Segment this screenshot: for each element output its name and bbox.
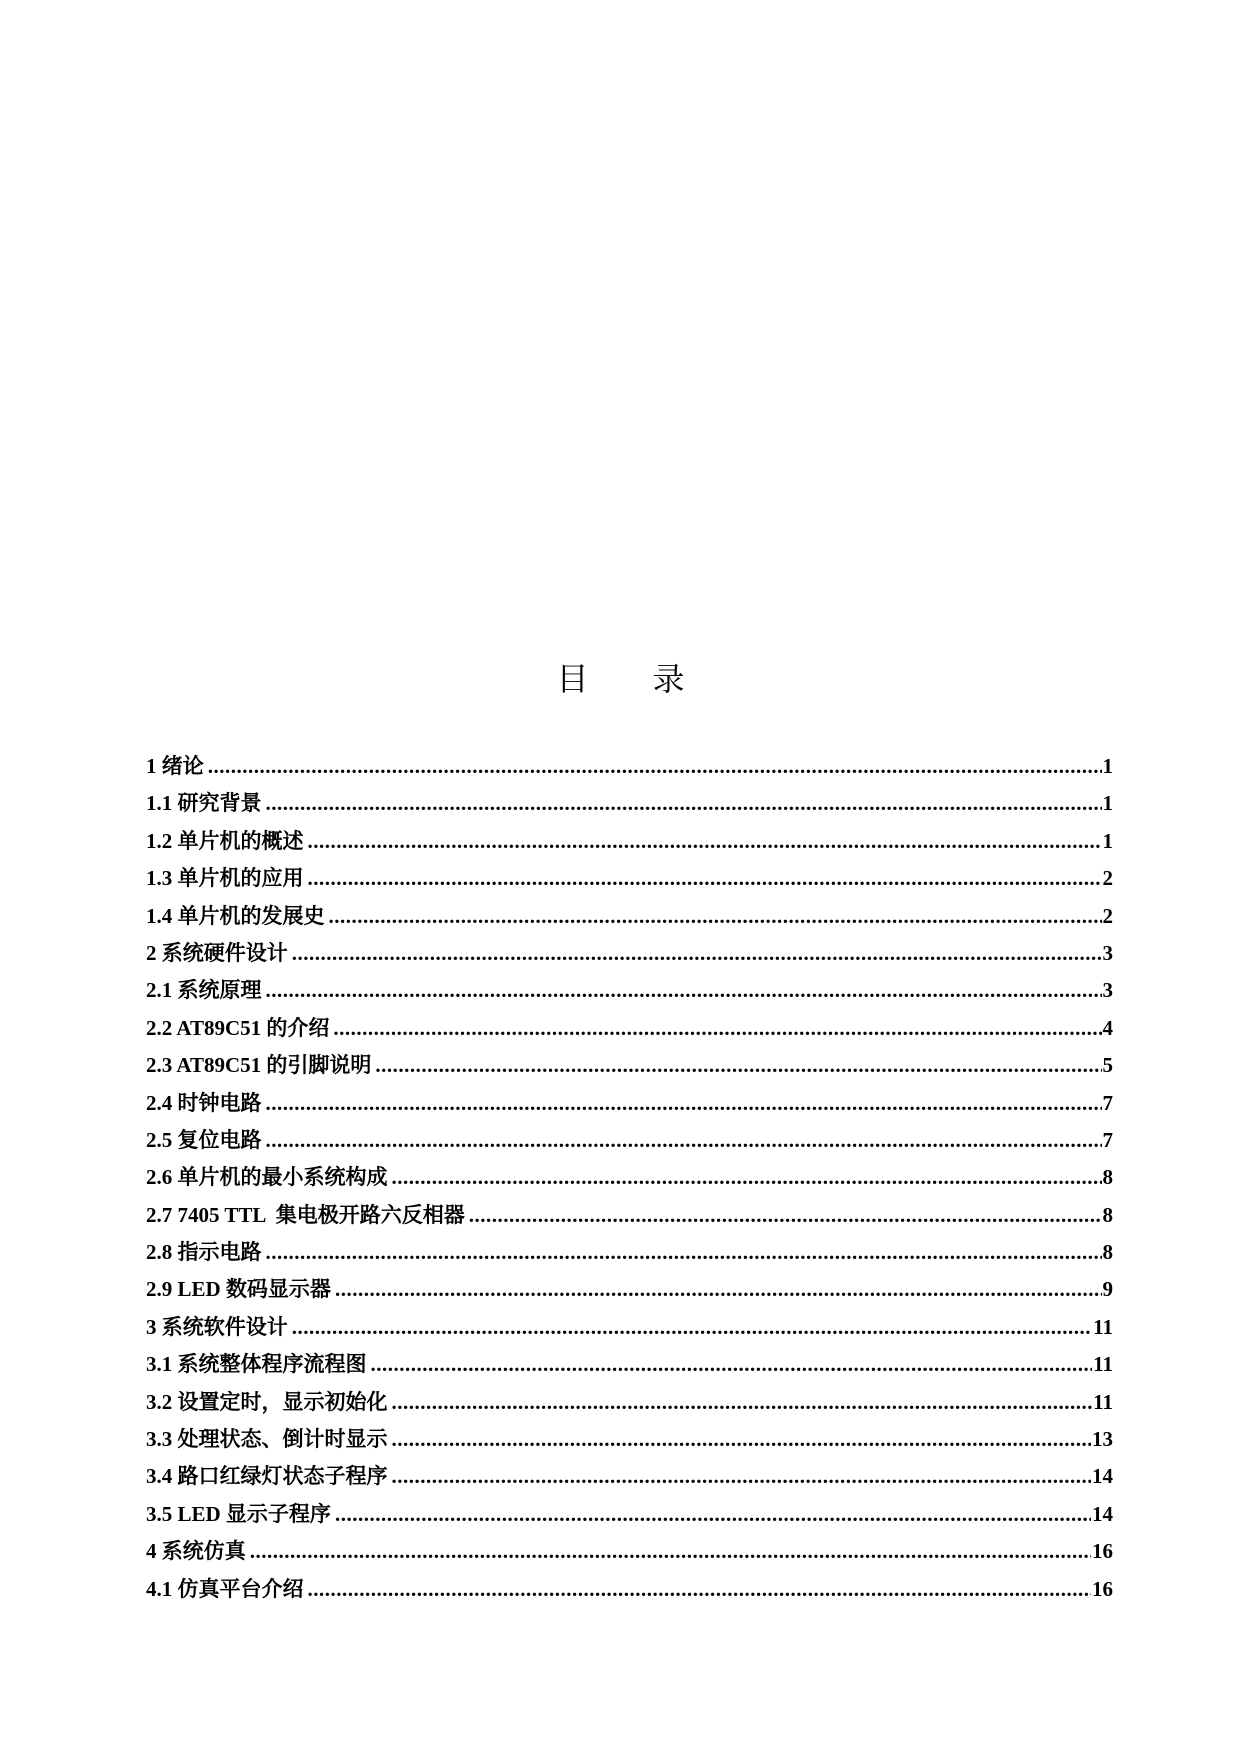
toc-title-char-2: 录: [652, 660, 685, 698]
toc-entry-label: 2 系统硬件设计: [146, 940, 288, 965]
toc-leader-dots: [266, 785, 1102, 822]
toc-entry[interactable]: [146, 1309, 1113, 1346]
toc-entry-label: 3 系统软件设计: [146, 1314, 288, 1339]
toc-leader-dots: [292, 1309, 1092, 1346]
toc-entry-label: 4.1 仿真平台介绍: [146, 1576, 304, 1601]
toc-entry-page: 3: [1102, 978, 1113, 1003]
toc-entry-label: 4 系统仿真: [146, 1539, 246, 1564]
toc-entry[interactable]: [146, 898, 1113, 935]
toc-leader-dots: [375, 1047, 1101, 1084]
toc-leader-dots: [392, 1384, 1093, 1421]
toc-entry[interactable]: [146, 1458, 1113, 1495]
toc-entry-label: 2.9 LED 数码显示器: [146, 1277, 331, 1302]
toc-entry[interactable]: [146, 1234, 1113, 1271]
toc-entry-page: 1: [1102, 754, 1113, 778]
toc-entry-page: 1: [1102, 791, 1113, 816]
toc-entry-label: 1.3 单片机的应用: [146, 866, 304, 891]
toc-entry[interactable]: [146, 1085, 1113, 1122]
toc-entry[interactable]: [146, 1047, 1113, 1084]
toc-entry-page: 2: [1102, 866, 1113, 891]
toc-leader-dots: [266, 1085, 1102, 1122]
toc-entry-page: 1: [1102, 828, 1113, 853]
toc-entry-page: 7: [1102, 1127, 1113, 1152]
toc-title: [0, 655, 1241, 703]
toc-entry-page: 14: [1092, 1464, 1113, 1489]
toc-entry[interactable]: [146, 823, 1113, 860]
toc-entry-page: 3: [1102, 940, 1113, 965]
toc-entry-page: 5: [1102, 1053, 1113, 1078]
toc-leader-dots: [392, 1458, 1092, 1495]
toc-entry-label: 2.6 单片机的最小系统构成: [146, 1165, 388, 1190]
toc-entry-label: 3.3 处理状态、倒计时显示: [146, 1427, 388, 1452]
toc-leader-dots: [308, 1571, 1092, 1608]
toc-entry-page: 8: [1102, 1202, 1113, 1227]
toc-entry-label: 2.3 AT89C51 的引脚说明: [146, 1053, 372, 1078]
toc-entry[interactable]: [146, 860, 1113, 897]
toc-entry-label: 1.1 研究背景: [146, 791, 262, 816]
toc-entry-label: 2.4 时钟电路: [146, 1090, 262, 1115]
toc-leader-dots: [308, 823, 1102, 860]
toc-entry-label: 2.7 7405 TTL 集电极开路六反相器: [146, 1202, 465, 1227]
toc-entry-page: 11: [1093, 1389, 1113, 1414]
toc-entry[interactable]: [146, 785, 1113, 822]
toc-entry[interactable]: [146, 1346, 1113, 1383]
toc-entry-page: 2: [1102, 903, 1113, 928]
toc-leader-dots: [292, 935, 1102, 972]
toc-leader-dots: [469, 1197, 1102, 1234]
toc-leader-dots: [333, 1010, 1101, 1047]
toc-entry-page: 7: [1102, 1090, 1113, 1115]
toc-entry[interactable]: [146, 1010, 1113, 1047]
toc-entry-page: 11: [1093, 1314, 1113, 1339]
toc-entry-label: 2.1 系统原理: [146, 978, 262, 1003]
toc-entry-page: 14: [1092, 1501, 1113, 1526]
toc-entry[interactable]: [146, 1384, 1113, 1421]
toc-leader-dots: [266, 1234, 1102, 1271]
toc-entry-page: 11: [1093, 1352, 1113, 1377]
toc-entry-label: 1.2 单片机的概述: [146, 828, 304, 853]
toc-title-char-1: 目: [556, 660, 589, 698]
toc-entry[interactable]: [146, 1496, 1113, 1533]
toc-entry[interactable]: [146, 935, 1113, 972]
toc-leader-dots: [250, 1533, 1091, 1570]
toc-leader-dots: [329, 898, 1102, 935]
toc-entry-label: 1.4 单片机的发展史: [146, 903, 325, 928]
toc-entry-page: 4: [1102, 1015, 1113, 1040]
toc-entry-page: 16: [1092, 1539, 1113, 1564]
toc-leader-dots: [208, 748, 1102, 785]
toc-leader-dots: [335, 1271, 1102, 1308]
toc-leader-dots: [392, 1159, 1102, 1196]
toc-entry-page: 9: [1102, 1277, 1113, 1302]
toc-leader-dots: [392, 1421, 1092, 1458]
toc-leader-dots: [308, 860, 1102, 897]
toc-entry-label: 3.1 系统整体程序流程图: [146, 1352, 367, 1377]
toc-entry-label: 2.2 AT89C51 的介绍: [146, 1015, 330, 1040]
toc-entry-label: 3.4 路口红绿灯状态子程序: [146, 1464, 388, 1489]
toc-leader-dots: [335, 1496, 1091, 1533]
toc-entry[interactable]: [146, 748, 1113, 785]
toc-entry-label: 3.2 设置定时，显示初始化: [146, 1389, 388, 1414]
toc-entry-label: 2.5 复位电路: [146, 1127, 262, 1152]
toc-list: [146, 748, 1113, 1608]
toc-entry-page: 16: [1092, 1576, 1113, 1601]
toc-entry-label: 3.5 LED 显示子程序: [146, 1501, 331, 1526]
toc-entry[interactable]: [146, 1421, 1113, 1458]
toc-entry-page: 8: [1102, 1165, 1113, 1190]
toc-entry-label: 2.8 指示电路: [146, 1240, 262, 1265]
toc-entry-page: 8: [1102, 1240, 1113, 1265]
toc-entry[interactable]: [146, 1122, 1113, 1159]
toc-entry[interactable]: [146, 1271, 1113, 1308]
toc-leader-dots: [266, 1122, 1102, 1159]
toc-entry[interactable]: [146, 1159, 1113, 1196]
toc-entry[interactable]: [146, 972, 1113, 1009]
toc-leader-dots: [266, 972, 1102, 1009]
toc-entry[interactable]: [146, 1533, 1113, 1570]
toc-entry[interactable]: [146, 1571, 1113, 1608]
toc-leader-dots: [371, 1346, 1093, 1383]
toc-entry[interactable]: [146, 1197, 1113, 1234]
toc-entry-label: 1 绪论: [146, 754, 204, 778]
toc-entry-page: 13: [1092, 1427, 1113, 1452]
